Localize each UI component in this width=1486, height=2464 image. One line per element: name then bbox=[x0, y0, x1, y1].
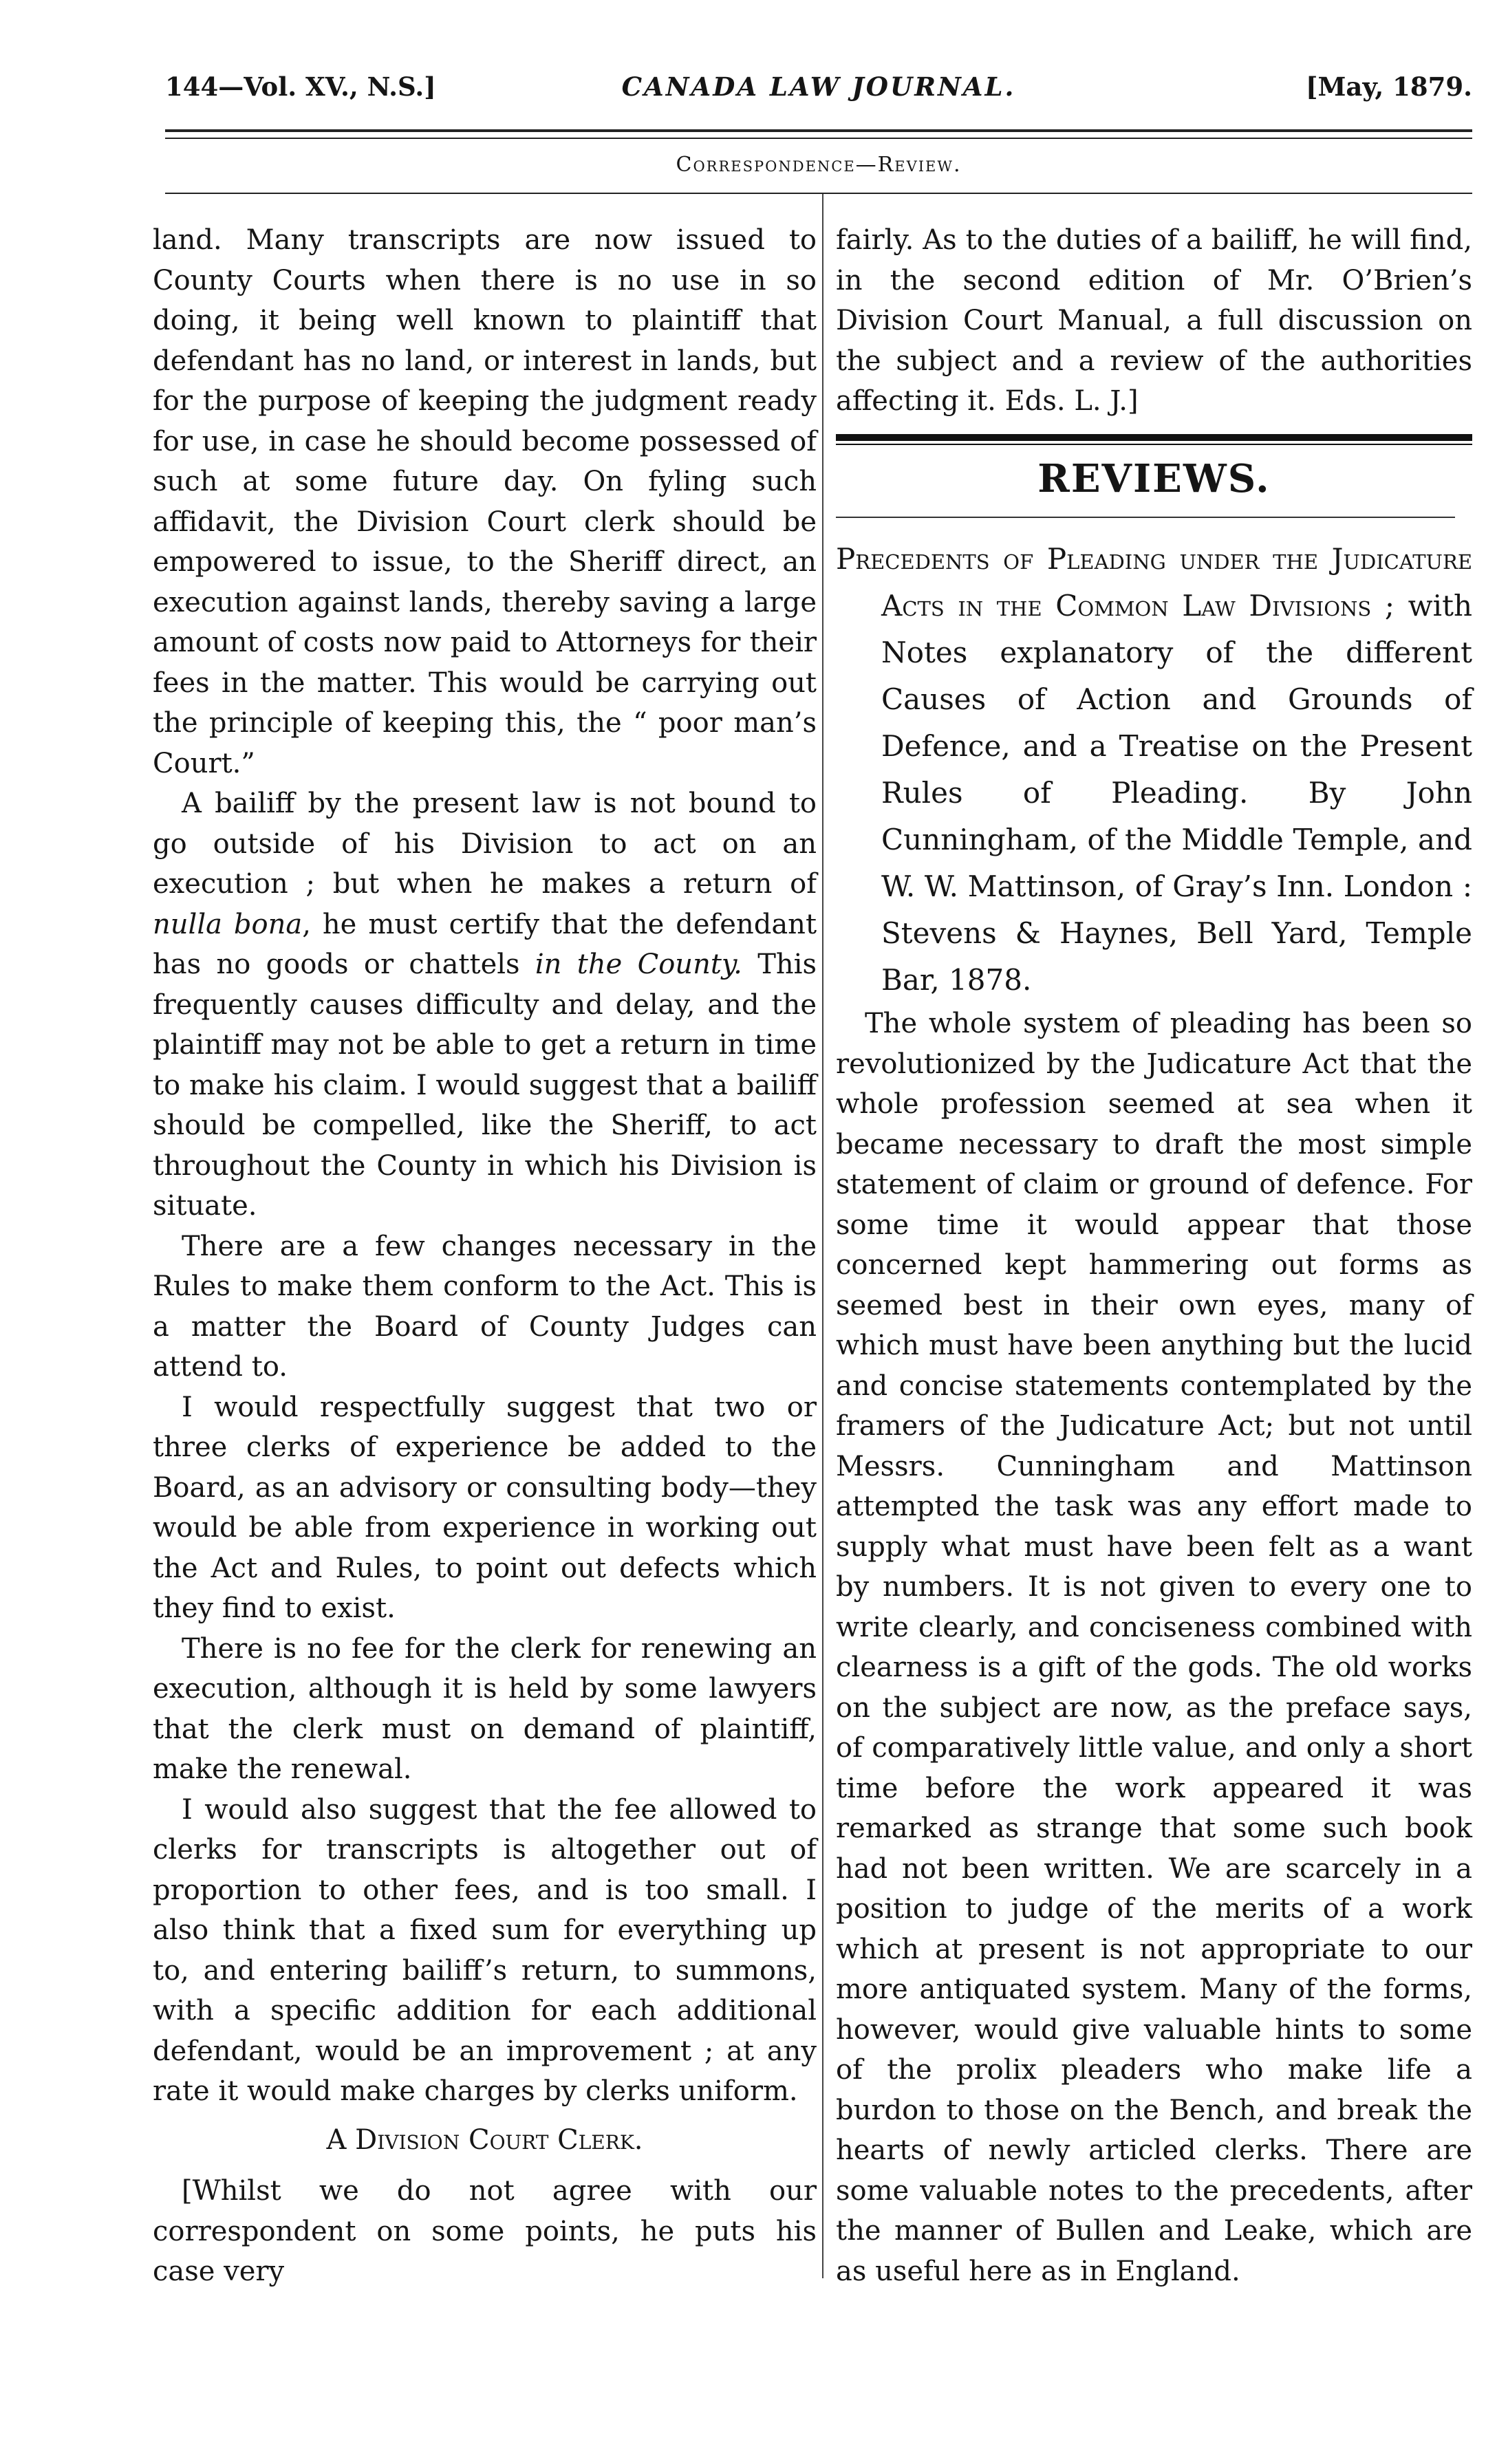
paragraph: I would respectfully suggest that two or three clerks of experience be added to the Board, as an advisory or consulting body—they would be able from experience in working out the Act and Rules, to point out defects which they find to exist. bbox=[153, 1391, 817, 1624]
section-title: Correspondence—Review. bbox=[676, 153, 962, 177]
reviews-heading: REVIEWS. bbox=[1037, 455, 1271, 501]
column-divider bbox=[822, 194, 823, 2278]
citation-details: ; with Notes explanatory of the different Causes of Action and Grounds of Defence, and a Treatise on the Present Rules of Pleading. By John Cunningham, of the Middle Temple, and W. W. Mattinson, of Gray’s Inn. London : Stevens & Haynes, Bell Yard, Temple Bar, 1878. bbox=[881, 589, 1472, 997]
italic-term: nulla bona bbox=[153, 908, 303, 940]
separator-thick bbox=[836, 434, 1472, 441]
issue-date: [May, 1879. bbox=[1305, 72, 1472, 102]
page-volume: 144—Vol. XV., N.S.] bbox=[165, 72, 436, 102]
right-column bbox=[836, 220, 1472, 2291]
header-rule-thick bbox=[165, 129, 1472, 132]
reviews-rule bbox=[836, 517, 1455, 518]
header-rule-thin bbox=[165, 138, 1472, 139]
letter-signature: A Division Court Clerk. bbox=[326, 2123, 643, 2156]
journal-title: CANADA LAW JOURNAL. bbox=[621, 72, 1016, 102]
editor-note: [Whilst we do not agree with our correspondent on some points, he puts his case very bbox=[153, 2175, 817, 2287]
paragraph: There is no fee for the clerk for renewing an execution, although it is held by some lawyers that the clerk must on demand of plaintiff, make the renewal. bbox=[153, 1632, 817, 1785]
paragraph: There are a few changes necessary in the Rules to make them conform to the Act. This is a matter the Board of County Judges can attend to. bbox=[153, 1230, 817, 1383]
text-run: A bailiff by the present law is not bound to go outside of his Division to act on an execution ; but when he makes a return of bbox=[153, 788, 817, 900]
text-run: , he must certify that the defendant has no goods or chattels bbox=[153, 908, 817, 980]
running-header bbox=[165, 72, 1472, 120]
separator-thin bbox=[836, 444, 1472, 445]
editor-note-continued: fairly. As to the duties of a bailiff, he will find, in the second edition of Mr. O’Brien’s Division Court Manual, a full discussion on the subject and a review of the authorities affecting it. Eds. L. J.] bbox=[836, 224, 1472, 417]
left-column bbox=[153, 220, 817, 2292]
paragraph: land. Many transcripts are now issued to County Courts when there is no use in so doing, it being well known to plaintiff that defendant has no land, or interest in lands, but for the purpose of keeping the judgment ready for use, in case he should become possessed of such at some future day. On fyling such affidavit, the Division Court clerk should be empowered to issue, to the Sheriff direct, an execution against lands, thereby saving a large amount of costs now paid to Attorneys for their fees in the matter. This would be carrying out the principle of keeping this, the “ poor man’s Court.” bbox=[153, 224, 817, 779]
book-title: Precedents of Pleading under the Judicature Acts in the Common Law Divisions bbox=[836, 542, 1472, 623]
italic-term: in the County. bbox=[535, 949, 742, 980]
section-rule bbox=[165, 193, 1472, 194]
paragraph bbox=[153, 783, 817, 1226]
paragraph: I would also suggest that the fee allowed to clerks for transcripts is altogether out of proportion to other fees, and is too small. I also think that a fixed sum for everything up to, and entering bailiff’s return, to summons, with a specific addition for each additional defendant, would be an improvement ; at any rate it would make charges by clerks uniform. bbox=[153, 1793, 817, 2107]
review-body: The whole system of pleading has been so revolutionized by the Judicature Act that the whole profession seemed at sea when it became necessary to draft the most simple statement of claim or ground of defence. For some time it would appear that those concerned kept hammering out forms as seemed best in their own eyes, many of which must have been anything but the lucid and concise statements contemplated by the framers of the Judicature Act; but not until Messrs. Cunningham and Mattinson attempted the task was any effort made to supply what must have been felt as a want by numbers. It is not given to every one to write clearly, and conciseness combined with clearness is a gift of the gods. The old works on the subject are now, as the preface says, of comparatively little value, and only a short time before the work appeared it was remarked as strange that some such book had not been written. We are scarcely in a position to judge of the merits of a work which at present is not appropriate to our more antiquated system. Many of the forms, however, would give valuable hints to some of the prolix pleaders who make life a burdon to those on the Bench, and break the hearts of newly articled clerks. There are some valuable notes to the precedents, after the manner of Bullen and Leake, which are as useful here as in England. bbox=[836, 1008, 1472, 2287]
book-citation bbox=[836, 536, 1472, 1004]
text-run: This frequently causes difficulty and delay, and the plaintiff may not be able to get a return in time to make his claim. I would suggest that a bailiff should be compelled, like the Sheriff, to act throughout the County in which his Division is situate. bbox=[153, 949, 817, 1222]
